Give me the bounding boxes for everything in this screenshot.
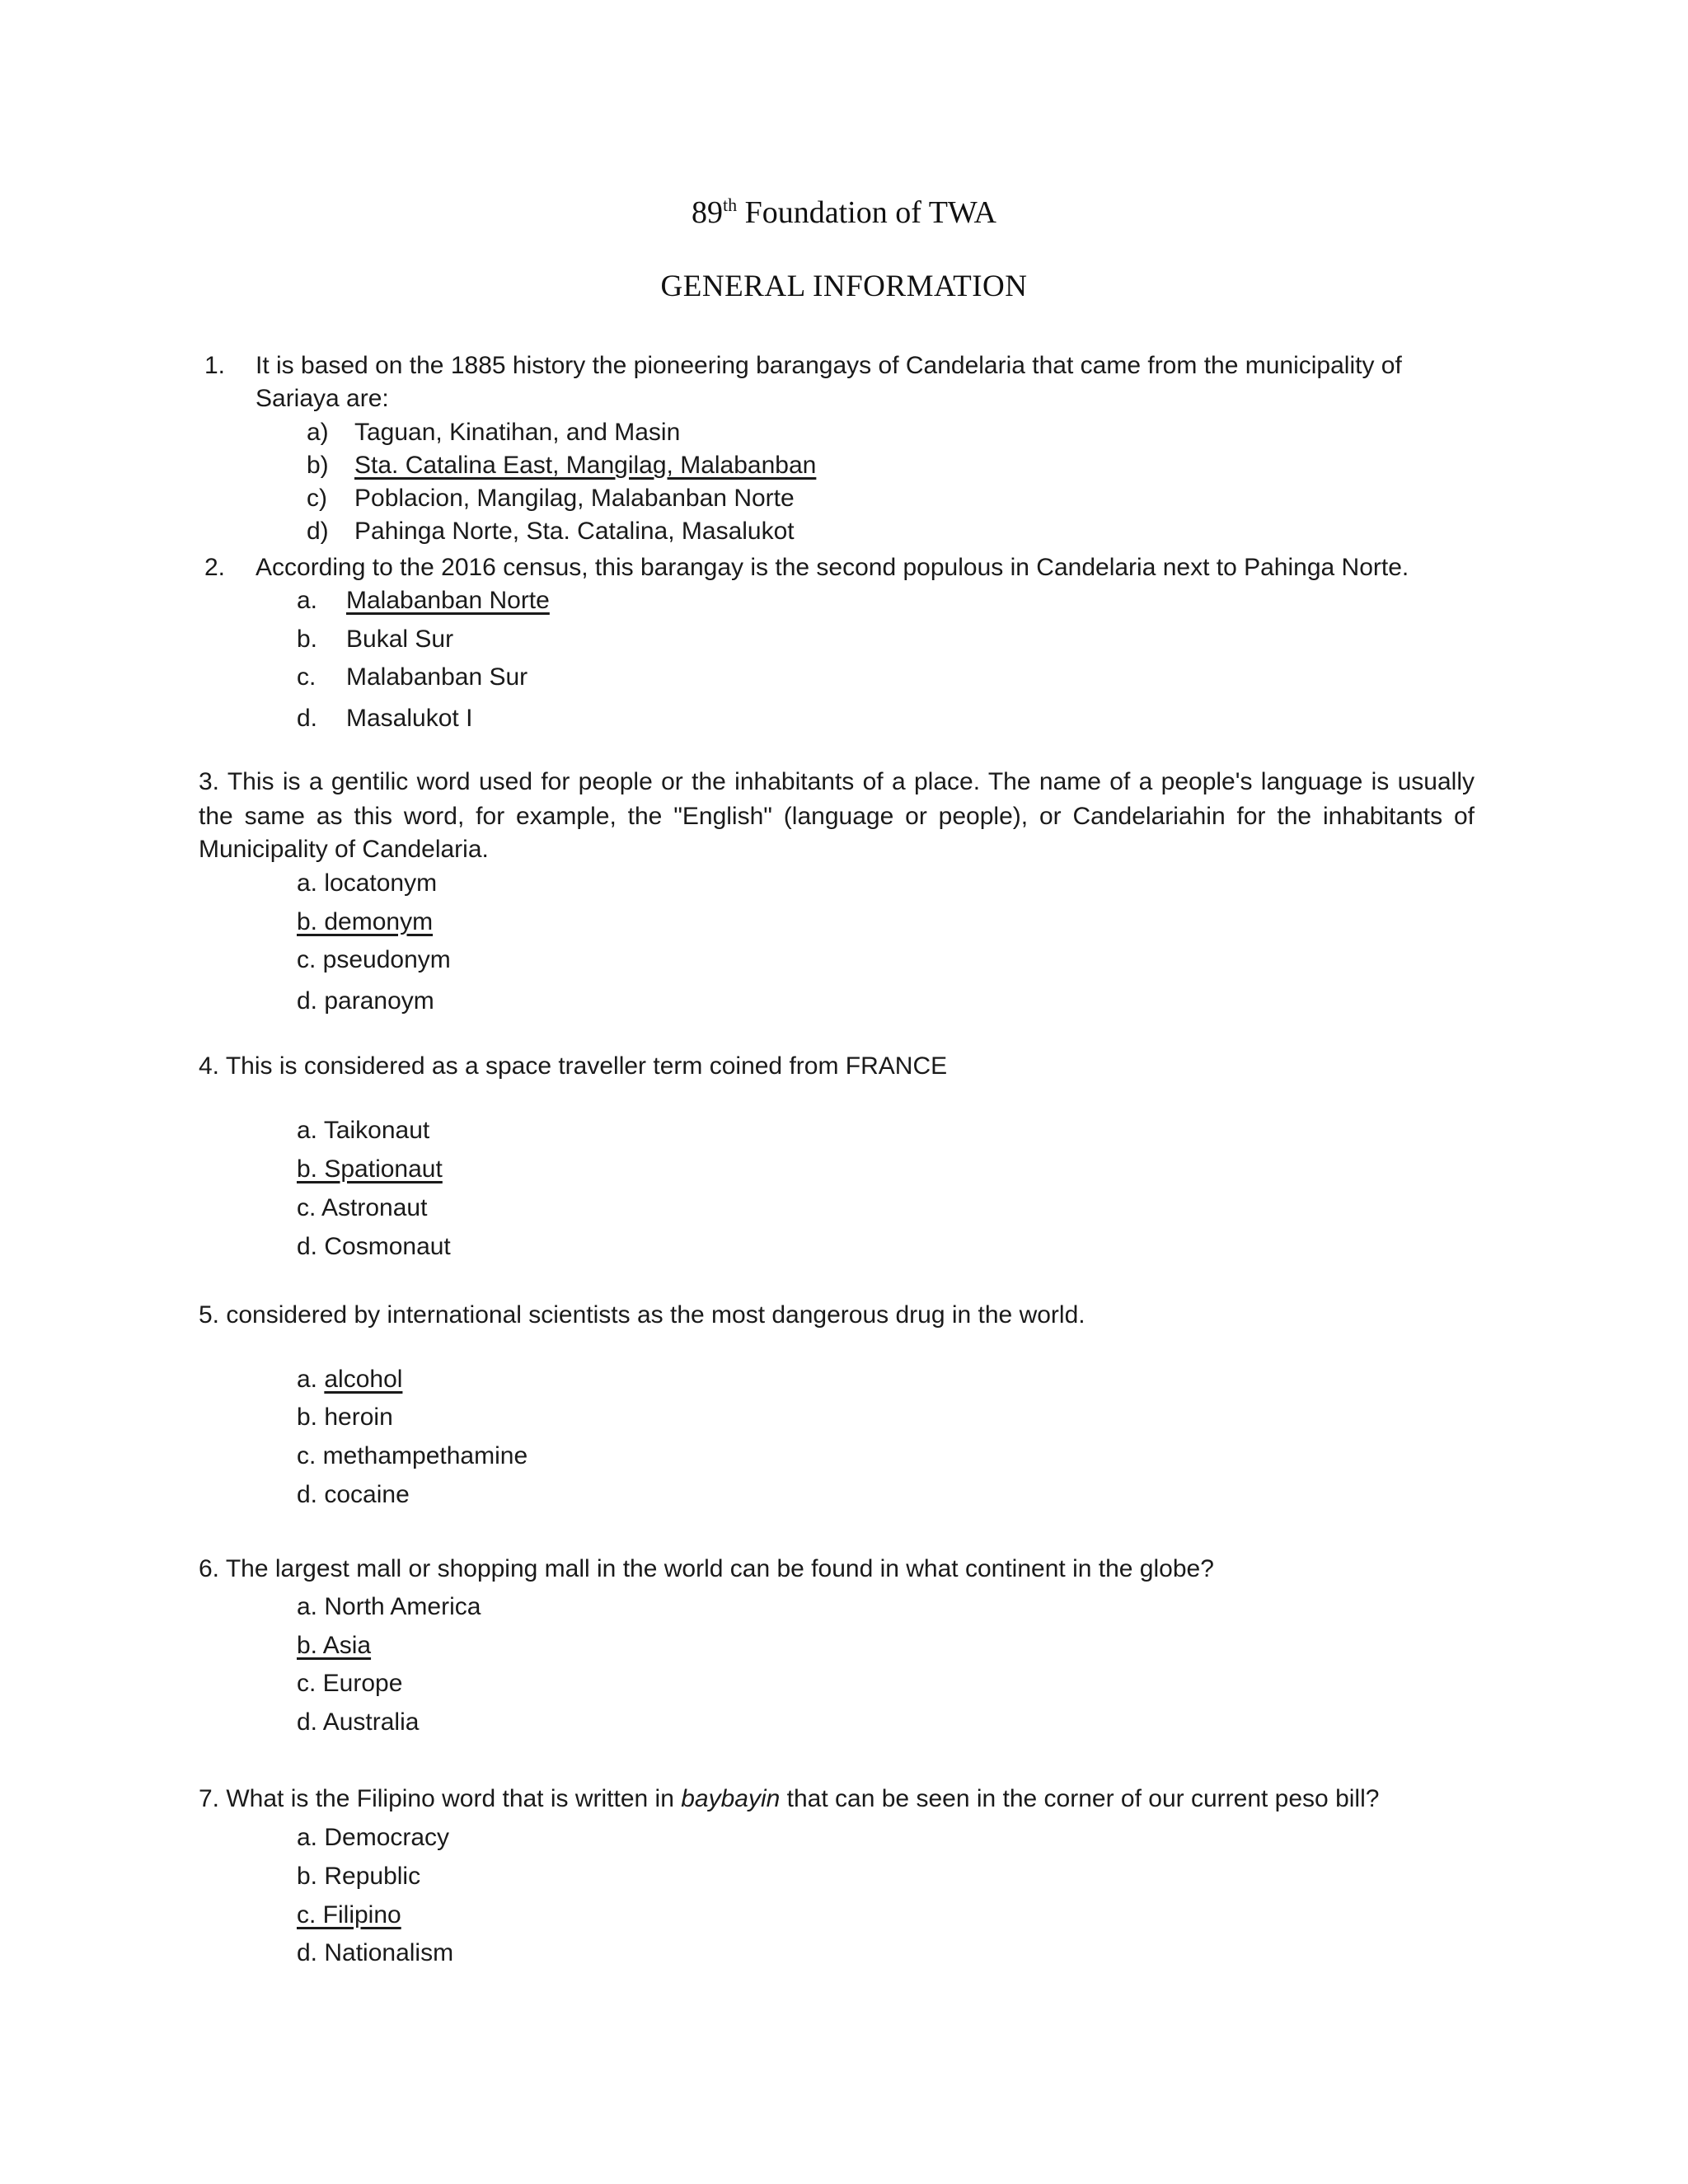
question-6-text: 6. The largest mall or shopping mall in the world can be found in what continent in the globe? (199, 1555, 1214, 1582)
q4-choice-a: a. Taikonaut (297, 1117, 430, 1144)
q2-choice-a-letter: a. (297, 587, 318, 614)
q5-choice-a: a. alcohol (297, 1366, 403, 1393)
q4-choice-d: d. Cosmonaut (297, 1233, 451, 1260)
q1-choice-d: Pahinga Norte, Sta. Catalina, Masalukot (354, 518, 795, 545)
q6-choice-a: a. North America (297, 1593, 481, 1620)
question-3-text-end: Municipality of Candelaria. (199, 836, 489, 863)
question-4-text: 4. This is considered as a space traveller term coined from FRANCE (199, 1052, 948, 1080)
question-3-text-cont: the same as this word, for example, the "English" (language or people), or Candelariahin for the inhabitants of (199, 803, 1475, 830)
q7-choice-c-correct: c. Filipino (297, 1901, 401, 1929)
q2-choice-d: Masalukot I (346, 705, 473, 732)
q1-choice-c: Poblacion, Mangilag, Malabanban Norte (354, 485, 795, 512)
question-3-text: 3. This is a gentilic word used for people or the inhabitants of a place. The name of a people's language is usually (199, 768, 1475, 795)
q3-choice-d: d. paranoym (297, 987, 434, 1015)
q6-choice-d: d. Australia (297, 1708, 420, 1736)
question-1-number: 1. (204, 352, 226, 379)
q4-choice-c: c. Astronaut (297, 1194, 428, 1221)
question-1-text: It is based on the 1885 history the pioneering barangays of Candelaria that came from the municipality of (256, 352, 1402, 379)
q1-choice-d-letter: d) (307, 518, 329, 545)
q1-choice-a: Taguan, Kinatihan, and Masin (354, 419, 681, 446)
q7-choice-a: a. Democracy (297, 1824, 450, 1851)
q2-choice-c: Malabanban Sur (346, 663, 528, 691)
q4-choice-b-correct: b. Spationaut (297, 1155, 443, 1183)
q1-choice-b-letter: b) (307, 452, 329, 479)
q7-choice-b: b. Republic (297, 1863, 421, 1890)
q2-choice-d-letter: d. (297, 705, 318, 732)
q3-choice-a: a. locatonym (297, 869, 438, 897)
baybayin-term: baybayin (681, 1785, 781, 1812)
q5-choice-d: d. cocaine (297, 1481, 410, 1508)
q1-choice-a-letter: a) (307, 419, 329, 446)
q6-choice-c: c. Europe (297, 1670, 403, 1697)
question-7-text: 7. What is the Filipino word that is written in baybayin that can be seen in the corner of our current peso bill? (199, 1785, 1380, 1812)
q5-choice-a-correct: alcohol (324, 1366, 403, 1393)
page-subtitle: GENERAL INFORMATION (660, 269, 1028, 303)
page-title: 89th Foundation of TWA (691, 194, 997, 230)
question-2-number: 2. (204, 554, 226, 581)
q2-choice-a-correct: Malabanban Norte (346, 587, 550, 614)
q2-choice-c-letter: c. (297, 663, 316, 691)
q5-choice-c: c. methampethamine (297, 1442, 528, 1469)
q3-choice-c: c. pseudonym (297, 946, 451, 973)
q1-choice-b-correct: Sta. Catalina East, Mangilag, Malabanban (354, 452, 817, 479)
q6-choice-b-correct: b. Asia (297, 1632, 372, 1659)
q7-choice-d: d. Nationalism (297, 1939, 454, 1966)
q2-choice-b-letter: b. (297, 626, 318, 653)
question-1-text-cont: Sariaya are: (256, 385, 389, 412)
question-5-text: 5. considered by international scientists as the most dangerous drug in the world. (199, 1301, 1085, 1329)
q1-choice-c-letter: c) (307, 485, 327, 512)
q3-choice-b-correct: b. demonym (297, 908, 434, 935)
question-2-text: According to the 2016 census, this barangay is the second populous in Candelaria next to Pahinga Norte. (256, 554, 1409, 581)
q5-choice-b: b. heroin (297, 1404, 393, 1431)
q2-choice-b: Bukal Sur (346, 626, 454, 653)
